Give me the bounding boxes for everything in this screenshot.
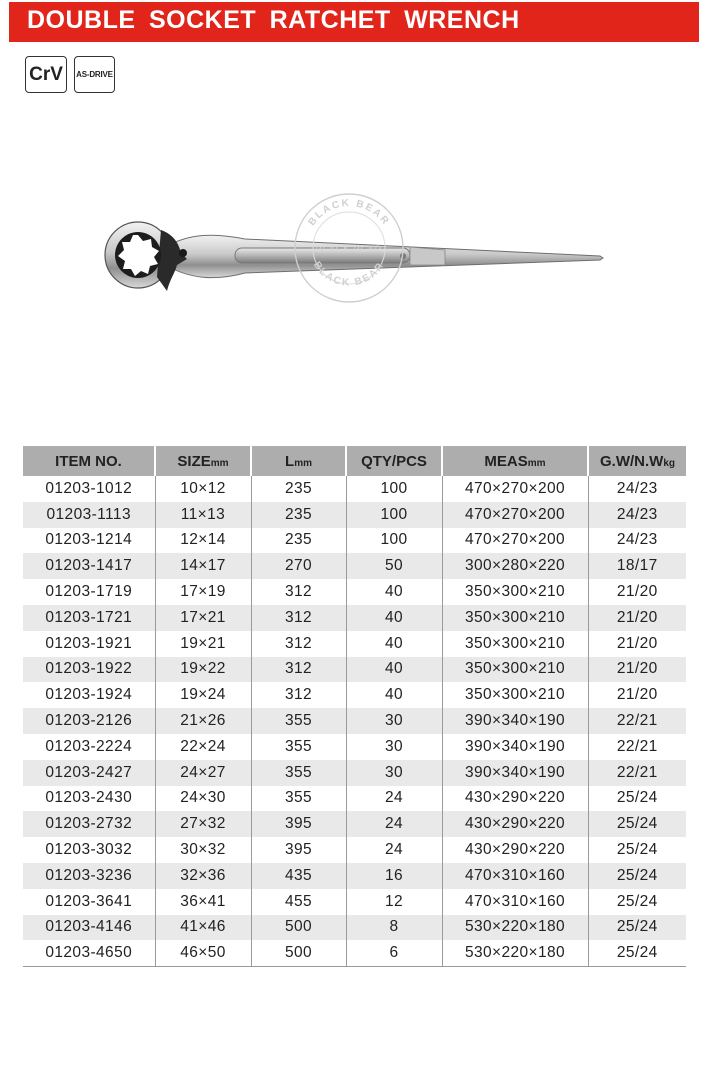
item-no-cell: 01203-1922 (23, 657, 155, 683)
item-no-cell: 01203-4650 (23, 940, 155, 966)
header-item-no: ITEM NO. (23, 446, 155, 476)
item-no-cell: 01203-1113 (23, 502, 155, 528)
table-row (23, 889, 686, 915)
header-length: Lmm (251, 446, 346, 476)
size-cell: 19×22 (155, 657, 251, 683)
weight-cell: 22/21 (588, 708, 686, 734)
table-row (23, 605, 686, 631)
length-cell: 355 (251, 708, 346, 734)
size-cell: 12×14 (155, 528, 251, 554)
svg-text:BLACK BEAR: BLACK BEAR (306, 197, 392, 228)
item-no-cell: 01203-2427 (23, 760, 155, 786)
qty-cell: 6 (346, 940, 442, 966)
meas-cell: 390×340×190 (442, 734, 588, 760)
qty-cell: 24 (346, 786, 442, 812)
length-cell: 312 (251, 657, 346, 683)
item-no-cell: 01203-1924 (23, 682, 155, 708)
item-no-cell: 01203-1719 (23, 579, 155, 605)
size-cell: 41×46 (155, 915, 251, 941)
weight-cell: 25/24 (588, 811, 686, 837)
length-cell: 270 (251, 553, 346, 579)
size-cell: 17×21 (155, 605, 251, 631)
size-cell: 46×50 (155, 940, 251, 966)
qty-cell: 100 (346, 476, 442, 502)
length-cell: 312 (251, 682, 346, 708)
item-no-cell: 01203-1417 (23, 553, 155, 579)
length-cell: 312 (251, 579, 346, 605)
table-row (23, 940, 686, 966)
size-cell: 19×24 (155, 682, 251, 708)
length-cell: 235 (251, 528, 346, 554)
qty-cell: 30 (346, 760, 442, 786)
length-cell: 395 (251, 837, 346, 863)
qty-cell: 50 (346, 553, 442, 579)
crv-material-badge: CrV (25, 56, 67, 93)
table-row (23, 837, 686, 863)
meas-cell: 350×300×210 (442, 657, 588, 683)
size-cell: 24×30 (155, 786, 251, 812)
meas-cell: 350×300×210 (442, 605, 588, 631)
table-row (23, 553, 686, 579)
meas-cell: 430×290×220 (442, 811, 588, 837)
qty-cell: 40 (346, 682, 442, 708)
table-row (23, 682, 686, 708)
length-cell: 355 (251, 734, 346, 760)
meas-cell: 390×340×190 (442, 708, 588, 734)
weight-cell: 22/21 (616, 737, 658, 755)
table-row (23, 760, 686, 786)
table-header-row (23, 446, 686, 476)
weight-cell: 25/24 (588, 940, 686, 966)
size-cell: 24×27 (155, 760, 251, 786)
size-cell: 10×12 (155, 476, 251, 502)
size-cell: 19×21 (155, 631, 251, 657)
qty-cell: 30 (346, 708, 442, 734)
length-cell: 395 (251, 811, 346, 837)
size-cell: 30×32 (155, 837, 251, 863)
qty-cell: 30 (346, 734, 442, 760)
meas-cell: 430×290×220 (442, 837, 588, 863)
size-cell: 17×19 (155, 579, 251, 605)
item-no-cell: 01203-2224 (23, 734, 155, 760)
as-drive-badge: AS-DRIVE (74, 56, 115, 93)
qty-cell: 12 (346, 889, 442, 915)
weight-cell: 24/23 (616, 479, 658, 497)
watermark-center-text: BLACK BEAR (315, 244, 383, 254)
table-row (23, 786, 686, 812)
weight-cell: 25/24 (616, 841, 658, 859)
meas-cell: 350×300×210 (442, 631, 588, 657)
page-title: DOUBLE SOCKET RATCHET WRENCH (27, 6, 520, 34)
table-row (23, 528, 686, 554)
table-row (23, 863, 686, 889)
length-cell: 500 (251, 940, 346, 966)
table-row (23, 734, 686, 760)
meas-cell: 430×290×220 (442, 786, 588, 812)
header-weight: G.W/N.Wkg (588, 446, 686, 476)
length-cell: 455 (251, 889, 346, 915)
item-no-cell: 01203-1012 (23, 476, 155, 502)
item-no-cell: 01203-3236 (23, 863, 155, 889)
weight-cell: 21/20 (616, 686, 658, 704)
header-size: SIZEmm (155, 446, 251, 476)
length-cell: 500 (251, 915, 346, 941)
size-cell: 14×17 (155, 553, 251, 579)
table-row (23, 811, 686, 837)
item-no-cell: 01203-1921 (23, 631, 155, 657)
weight-cell: 24/23 (588, 502, 686, 528)
item-no-cell: 01203-1214 (23, 528, 155, 554)
qty-cell: 8 (346, 915, 442, 941)
item-no-cell: 01203-1721 (23, 605, 155, 631)
header-meas: MEASmm (442, 446, 588, 476)
length-cell: 312 (251, 605, 346, 631)
title-bar (9, 2, 699, 42)
weight-cell: 21/20 (616, 583, 658, 601)
item-no-cell: 01203-3032 (23, 837, 155, 863)
table-row (23, 915, 686, 941)
weight-cell: 22/21 (588, 760, 686, 786)
meas-cell: 300×280×220 (442, 553, 588, 579)
weight-cell: 25/24 (588, 915, 686, 941)
item-no-cell: 01203-2732 (23, 811, 155, 837)
svg-text:BLACK BEAR: BLACK BEAR (310, 259, 388, 289)
meas-cell: 390×340×190 (442, 760, 588, 786)
weight-cell: 21/20 (616, 634, 658, 652)
size-cell: 36×41 (155, 889, 251, 915)
length-cell: 355 (251, 760, 346, 786)
qty-cell: 40 (346, 579, 442, 605)
table-row (23, 579, 686, 605)
qty-cell: 24 (346, 837, 442, 863)
table-body (23, 476, 686, 967)
spec-table (23, 446, 686, 967)
table-row (23, 631, 686, 657)
meas-cell: 530×220×180 (442, 940, 588, 966)
length-cell: 435 (251, 863, 346, 889)
size-cell: 27×32 (155, 811, 251, 837)
weight-cell: 21/20 (588, 605, 686, 631)
qty-cell: 40 (346, 631, 442, 657)
table-row (23, 502, 686, 528)
header-qty: QTY/PCS (346, 446, 442, 476)
table-row (23, 708, 686, 734)
size-cell: 22×24 (155, 734, 251, 760)
weight-cell: 24/23 (616, 531, 658, 549)
qty-cell: 100 (346, 502, 442, 528)
size-cell: 32×36 (155, 863, 251, 889)
length-cell: 235 (251, 502, 346, 528)
length-cell: 235 (251, 476, 346, 502)
table-row (23, 476, 686, 502)
meas-cell: 470×270×200 (442, 528, 588, 554)
meas-cell: 470×310×160 (442, 863, 588, 889)
item-no-cell: 01203-4146 (23, 915, 155, 941)
size-cell: 11×13 (155, 502, 251, 528)
item-no-cell: 01203-2430 (23, 786, 155, 812)
meas-cell: 350×300×210 (442, 682, 588, 708)
length-cell: 312 (251, 631, 346, 657)
weight-cell: 25/24 (616, 892, 658, 910)
meas-cell: 350×300×210 (442, 579, 588, 605)
meas-cell: 470×270×200 (442, 476, 588, 502)
item-no-cell: 01203-3641 (23, 889, 155, 915)
weight-cell: 25/24 (616, 789, 658, 807)
meas-cell: 470×270×200 (442, 502, 588, 528)
weight-cell: 18/17 (588, 553, 686, 579)
qty-cell: 16 (346, 863, 442, 889)
meas-cell: 470×310×160 (442, 889, 588, 915)
size-cell: 21×26 (155, 708, 251, 734)
black-bear-watermark (293, 192, 405, 304)
qty-cell: 24 (346, 811, 442, 837)
qty-cell: 100 (346, 528, 442, 554)
meas-cell: 530×220×180 (442, 915, 588, 941)
item-no-cell: 01203-2126 (23, 708, 155, 734)
weight-cell: 25/24 (588, 863, 686, 889)
length-cell: 355 (251, 786, 346, 812)
qty-cell: 40 (346, 657, 442, 683)
weight-cell: 21/20 (588, 657, 686, 683)
table-row (23, 657, 686, 683)
qty-cell: 40 (346, 605, 442, 631)
